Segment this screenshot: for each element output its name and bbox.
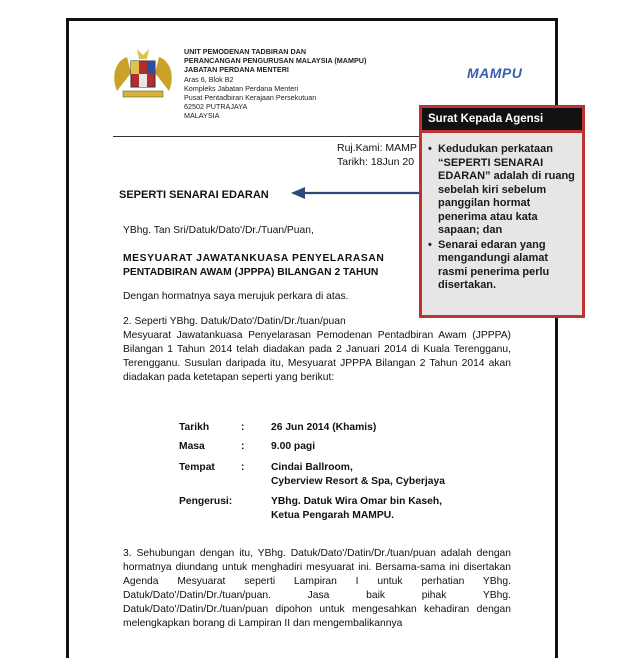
callout-title: Surat Kepada Agensi <box>419 105 585 133</box>
salutation: YBhg. Tan Sri/Datuk/Dato'/Dr./Tuan/Puan, <box>123 225 314 236</box>
schedule-label: Tarikh <box>179 422 210 433</box>
schedule-value: 9.00 pagi <box>271 441 316 452</box>
paragraph-2-body: Mesyuarat Jawatankuasa Penyelarasan Pemodenan Pentadbiran Awam (JPPPA) Bilangan 1 Tahun 2014 telah diadakan pada 2 Januari 2014 di Kuala Terengganu, Terengganu. Susulan daripada itu, Mesyuarat JPPPA Bilangan 2 Tahun 2014 akan diadakan pada ketetapan seperti yang berikut: <box>123 330 511 383</box>
schedule-label: Pengerusi: <box>179 496 233 507</box>
address-line: Aras 6, Blok B2 <box>184 74 234 84</box>
schedule-colon: : <box>241 422 245 433</box>
callout-item: • Kedudukan perkataan “SEPERTI SENARAI EDARAN” adalah di ruang sebelah kiri sebelum panggilan hormat penerima atau kata sapaan; dan <box>438 143 576 238</box>
org-name-line: JABATAN PERDANA MENTERI <box>184 65 289 75</box>
subject-line: PENTADBIRAN AWAM (JPPPA) BILANGAN 2 TAHUN <box>123 267 379 278</box>
address-line: Pusat Pentadbiran Kerajaan Persekutuan <box>184 93 317 103</box>
schedule-colon: : <box>241 441 245 452</box>
org-name-line: PERANCANGAN PENGURUSAN MALAYSIA (MAMPU) <box>184 56 367 66</box>
callout-box <box>419 133 585 318</box>
paragraph-3-body: 3. Sehubungan dengan itu, YBhg. Datuk/Dato'/Datin/Dr./tuan/puan adalah dengan hormatnya diundang untuk menghadiri mesyuarat ini. Bersama-sama ini disertakan Agenda Mesyuarat seperti Lampiran I untuk perhatian YBhg. Datuk/Dato'/Datin/Dr./tuan/puan. Jasa baik pihak YBhg. Datuk/Dato'/Datin/Dr./tuan/puan dipohon untuk mengesahkan kehadiran dengan melengkapkan borang di Lampiran II dan mengembalikannya <box>123 548 511 629</box>
subject-line: MESYUARAT JAWATANKUASA PENYELARASAN <box>123 253 385 264</box>
paragraph-2-start: 2. Seperti YBhg. Datuk/Dato'/Datin/Dr./tuan/puan <box>123 316 346 327</box>
schedule-label: Masa <box>179 441 205 452</box>
address-line: MALAYSIA <box>184 111 220 121</box>
schedule-colon: : <box>241 462 245 473</box>
organisation-block <box>184 47 366 121</box>
address-line: 62502 PUTRAJAYA <box>184 102 248 112</box>
reference-number: Ruj.Kami: MAMP <box>337 142 417 154</box>
schedule-value: Cindai Ballroom, <box>271 462 353 473</box>
pointer-arrow-icon <box>291 186 421 200</box>
callout-item: • Senarai edaran yang mengandungi alamat rasmi penerima perlu disertakan. <box>438 239 576 293</box>
distribution-heading: SEPERTI SENARAI EDARAN <box>119 189 269 201</box>
letter-date: Tarikh: 18Jun 20 <box>337 156 415 168</box>
schedule-value: 26 Jun 2014 (Khamis) <box>271 422 377 433</box>
mampu-logo: MAMPU <box>467 65 523 81</box>
opening-sentence: Dengan hormatnya saya merujuk perkara di atas. <box>123 291 349 302</box>
schedule-value: Cyberview Resort & Spa, Cyberjaya <box>271 476 445 487</box>
address-line: Kompleks Jabatan Perdana Menteri <box>184 83 299 93</box>
callout-list <box>428 143 576 293</box>
schedule-value: Ketua Pengarah MAMPU. <box>271 510 395 521</box>
schedule-value: YBhg. Datuk Wira Omar bin Kaseh, <box>271 496 442 507</box>
org-name-line: UNIT PEMODENAN TADBIRAN DAN <box>184 47 307 56</box>
schedule-label: Tempat <box>179 462 215 473</box>
malaysia-coat-of-arms-icon <box>109 47 177 101</box>
